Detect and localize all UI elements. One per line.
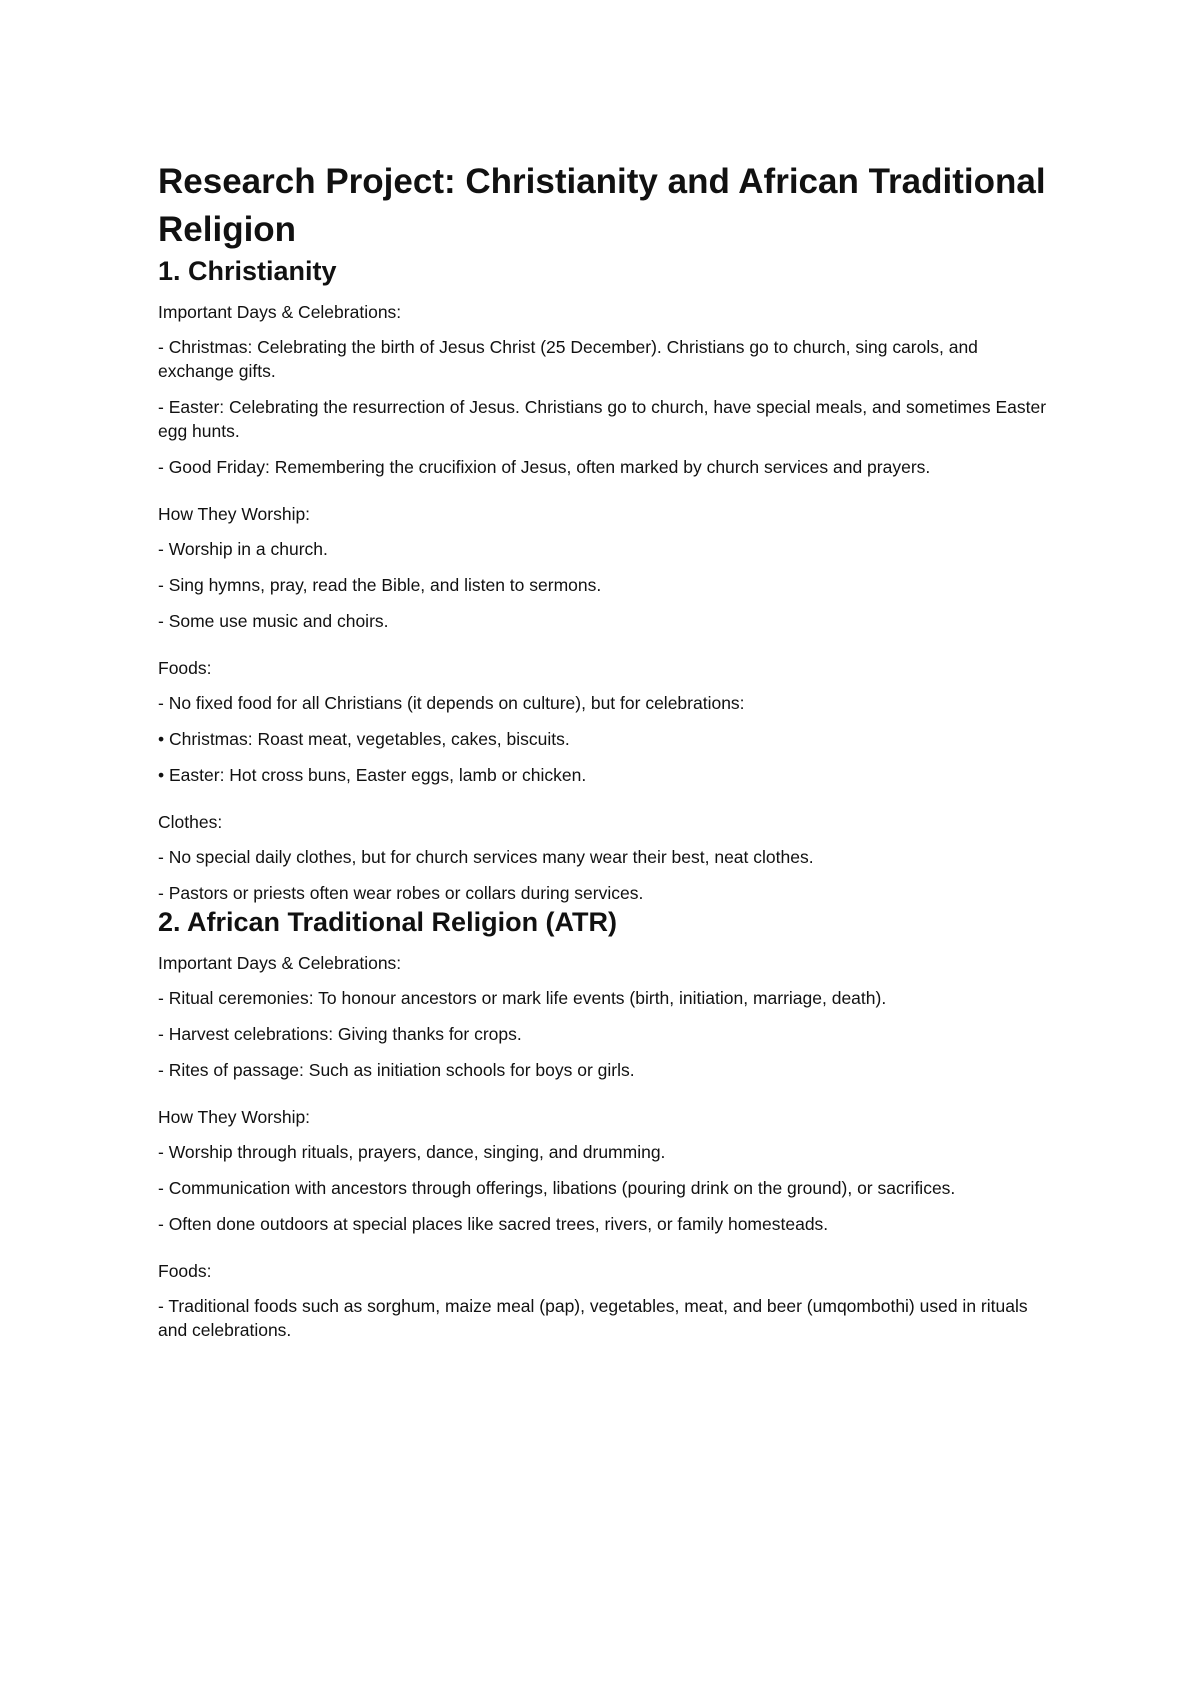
group-label: How They Worship: [158, 504, 311, 524]
list-item: - Rites of passage: Such as initiation schools for boys or girls. [158, 1060, 635, 1080]
list-item: - Often done outdoors at special places like sacred trees, rivers, or family homesteads. [158, 1214, 829, 1234]
group-label: Important Days & Celebrations: [158, 302, 402, 322]
list-item: - Harvest celebrations: Giving thanks for crops. [158, 1024, 522, 1044]
list-item: • Easter: Hot cross buns, Easter eggs, lamb or chicken. [158, 765, 587, 785]
section-heading: 1. Christianity [158, 256, 337, 286]
group-label: Foods: [158, 658, 212, 678]
list-item: - No special daily clothes, but for church services many wear their best, neat clothes. [158, 847, 814, 867]
list-item: - Communication with ancestors through offerings, libations (pouring drink on the ground), or sacrifices. [158, 1178, 956, 1198]
group-important-days [158, 952, 1048, 1082]
group-label: Foods: [158, 1261, 212, 1281]
list-item: • Christmas: Roast meat, vegetables, cakes, biscuits. [158, 729, 570, 749]
list-item: - Easter: Celebrating the resurrection of Jesus. Christians go to church, have special meals, and sometimes Easter egg hunts. [158, 397, 1047, 441]
list-item: - Worship through rituals, prayers, dance, singing, and drumming. [158, 1142, 666, 1162]
group-clothes [158, 811, 1048, 905]
list-item: - Pastors or priests often wear robes or collars during services. [158, 883, 644, 903]
section-heading: 2. African Traditional Religion (ATR) [158, 907, 618, 937]
group-foods [158, 1260, 1048, 1342]
list-item: - Traditional foods such as sorghum, maize meal (pap), vegetables, meat, and beer (umqombothi) used in rituals and celebrations. [158, 1296, 1028, 1340]
group-how-they-worship [158, 503, 1048, 633]
group-label: How They Worship: [158, 1107, 311, 1127]
section-african-traditional-religion [158, 905, 1048, 1342]
list-item: - Christmas: Celebrating the birth of Jesus Christ (25 December). Christians go to church, sing carols, and exchange gifts. [158, 337, 978, 381]
group-foods [158, 657, 1048, 787]
group-label: Important Days & Celebrations: [158, 953, 402, 973]
list-item: - No fixed food for all Christians (it depends on culture), but for celebrations: [158, 693, 745, 713]
group-important-days [158, 301, 1048, 479]
group-how-they-worship [158, 1106, 1048, 1236]
list-item: - Sing hymns, pray, read the Bible, and listen to sermons. [158, 575, 602, 595]
section-christianity [158, 254, 1048, 905]
list-item: - Some use music and choirs. [158, 611, 389, 631]
document-page [158, 158, 1048, 1342]
group-label: Clothes: [158, 812, 223, 832]
list-item: - Good Friday: Remembering the crucifixion of Jesus, often marked by church services and prayers. [158, 457, 931, 477]
document-title: Research Project: Christianity and African Traditional Religion [158, 162, 1046, 249]
list-item: - Worship in a church. [158, 539, 328, 559]
list-item: - Ritual ceremonies: To honour ancestors or mark life events (birth, initiation, marriage, death). [158, 988, 887, 1008]
